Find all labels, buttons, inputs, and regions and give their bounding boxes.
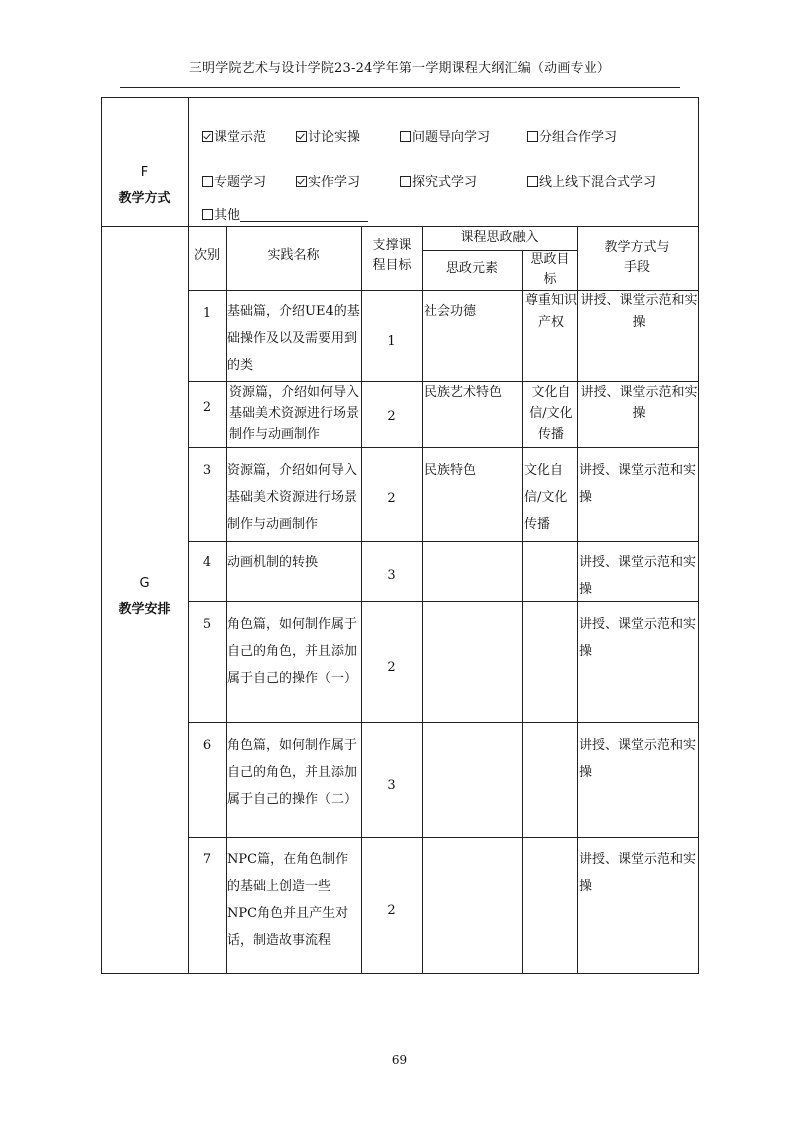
table-cell-support: 3	[387, 568, 396, 583]
table-cell-method: 讲授、课堂示范和实操	[579, 463, 697, 505]
document-header: 三明学院艺术与设计学院23-24学年第一学期课程大纲汇编（动画专业）	[188, 61, 611, 76]
col-divider	[422, 226, 423, 973]
method-label: 实作学习	[308, 175, 361, 190]
row-divider	[188, 541, 698, 542]
col-header-method: 教学方式与手段	[604, 240, 670, 275]
method-label: 专题学习	[214, 175, 267, 190]
col-divider	[522, 250, 523, 973]
table-cell-seq: 3	[202, 463, 212, 478]
method-option-other[interactable]	[202, 204, 368, 223]
section-f-name: 教学方式	[118, 191, 171, 206]
table-cell-name: NPC篇，在角色制作的基础上创造一些NPC角色并且产生对话，制造故事流程	[227, 852, 349, 948]
table-cell-name: 角色篇，如何制作属于自己的角色，并且添加属于自己的操作（二）	[227, 738, 358, 807]
checkbox-icon[interactable]	[400, 176, 411, 187]
table-right-border	[698, 97, 699, 973]
col-divider	[577, 226, 578, 973]
section-g-name: 教学安排	[118, 602, 171, 617]
section-f-label	[101, 160, 188, 212]
col-header-element: 思政元素	[445, 261, 498, 276]
table-cell-element: 民族艺术特色	[424, 385, 503, 400]
page-number: 69	[391, 1053, 408, 1067]
table-top-border	[101, 97, 699, 98]
section-f-letter: F	[140, 165, 149, 180]
table-cell-support: 3	[387, 778, 396, 793]
method-option[interactable]	[202, 126, 266, 145]
method-option[interactable]	[400, 126, 490, 145]
table-cell-seq: 4	[202, 555, 212, 570]
checkbox-icon[interactable]	[527, 176, 538, 187]
section-divider	[101, 226, 699, 227]
method-label: 分组合作学习	[539, 130, 618, 145]
section-g-letter: G	[139, 576, 150, 591]
table-cell-target: 文化自信/文化传播	[529, 385, 573, 442]
section-g-label	[101, 571, 188, 623]
method-option[interactable]	[400, 171, 477, 190]
table-bottom-border	[101, 973, 699, 974]
table-cell-support: 2	[387, 491, 396, 506]
table-cell-support: 2	[387, 409, 396, 424]
table-cell-name: 资源篇，介绍如何导入基础美术资源进行场景制作与动画制作	[229, 385, 360, 442]
method-option[interactable]	[527, 126, 617, 145]
checkbox-checked-icon[interactable]	[296, 131, 307, 142]
table-cell-support: 1	[387, 334, 396, 349]
row-divider	[188, 837, 698, 838]
method-label: 课堂示范	[214, 130, 267, 145]
table-cell-seq: 2	[202, 400, 212, 415]
header-rule	[120, 87, 680, 88]
other-blank-field[interactable]	[240, 207, 368, 222]
col-header-target: 思政目标	[530, 252, 570, 287]
col-header-seq: 次别	[193, 248, 220, 263]
table-cell-method: 讲授、课堂示范和实操	[579, 617, 697, 659]
table-cell-method: 讲授、课堂示范和实操	[579, 738, 697, 780]
checkbox-icon[interactable]	[202, 209, 213, 220]
checkbox-checked-icon[interactable]	[296, 176, 307, 187]
table-cell-support: 2	[387, 660, 396, 675]
method-label: 问题导向学习	[412, 130, 491, 145]
table-cell-name: 资源篇，介绍如何导入基础美术资源进行场景制作与动画制作	[227, 463, 358, 532]
method-option[interactable]	[202, 171, 266, 190]
table-cell-method: 讲授、课堂示范和实操	[580, 385, 698, 421]
method-option[interactable]	[527, 171, 656, 190]
checkbox-icon[interactable]	[527, 131, 538, 142]
row-divider	[188, 447, 698, 448]
method-option[interactable]	[296, 171, 360, 190]
table-cell-name: 角色篇，如何制作属于自己的角色，并且添加属于自己的操作（一）	[227, 617, 358, 686]
table-cell-seq: 5	[202, 617, 212, 632]
table-cell-name: 动画机制的转换	[227, 555, 319, 570]
checkbox-checked-icon[interactable]	[202, 131, 213, 142]
method-option[interactable]	[296, 126, 360, 145]
table-cell-target: 尊重知识产权	[525, 293, 578, 330]
table-cell-name: 基础篇，介绍UE4的基础操作及以及需要用到的类	[227, 304, 360, 373]
table-cell-seq: 6	[202, 738, 212, 753]
checkbox-icon[interactable]	[400, 131, 411, 142]
col-header-name: 实践名称	[267, 248, 320, 263]
table-cell-method: 讲授、课堂示范和实操	[579, 555, 697, 597]
table-cell-element: 民族特色	[424, 463, 477, 478]
table-cell-seq: 1	[202, 306, 212, 321]
table-cell-method: 讲授、课堂示范和实操	[580, 293, 698, 330]
method-label: 讨论实操	[308, 130, 361, 145]
label-column-divider	[188, 97, 189, 973]
table-left-border	[101, 97, 102, 973]
col-header-support: 支撑课程目标	[372, 238, 412, 273]
method-label: 探究式学习	[412, 175, 478, 190]
table-cell-target: 文化自信/文化传播	[524, 463, 568, 532]
table-cell-method: 讲授、课堂示范和实操	[579, 852, 697, 894]
col-header-ideology: 课程思政融入	[460, 230, 539, 245]
checkbox-icon[interactable]	[202, 176, 213, 187]
table-cell-support: 2	[387, 903, 396, 918]
method-label: 线上线下混合式学习	[539, 175, 657, 190]
table-cell-element: 社会功德	[424, 304, 477, 319]
table-cell-seq: 7	[202, 852, 212, 867]
row-divider	[188, 722, 698, 723]
method-label: 其他	[214, 208, 241, 223]
